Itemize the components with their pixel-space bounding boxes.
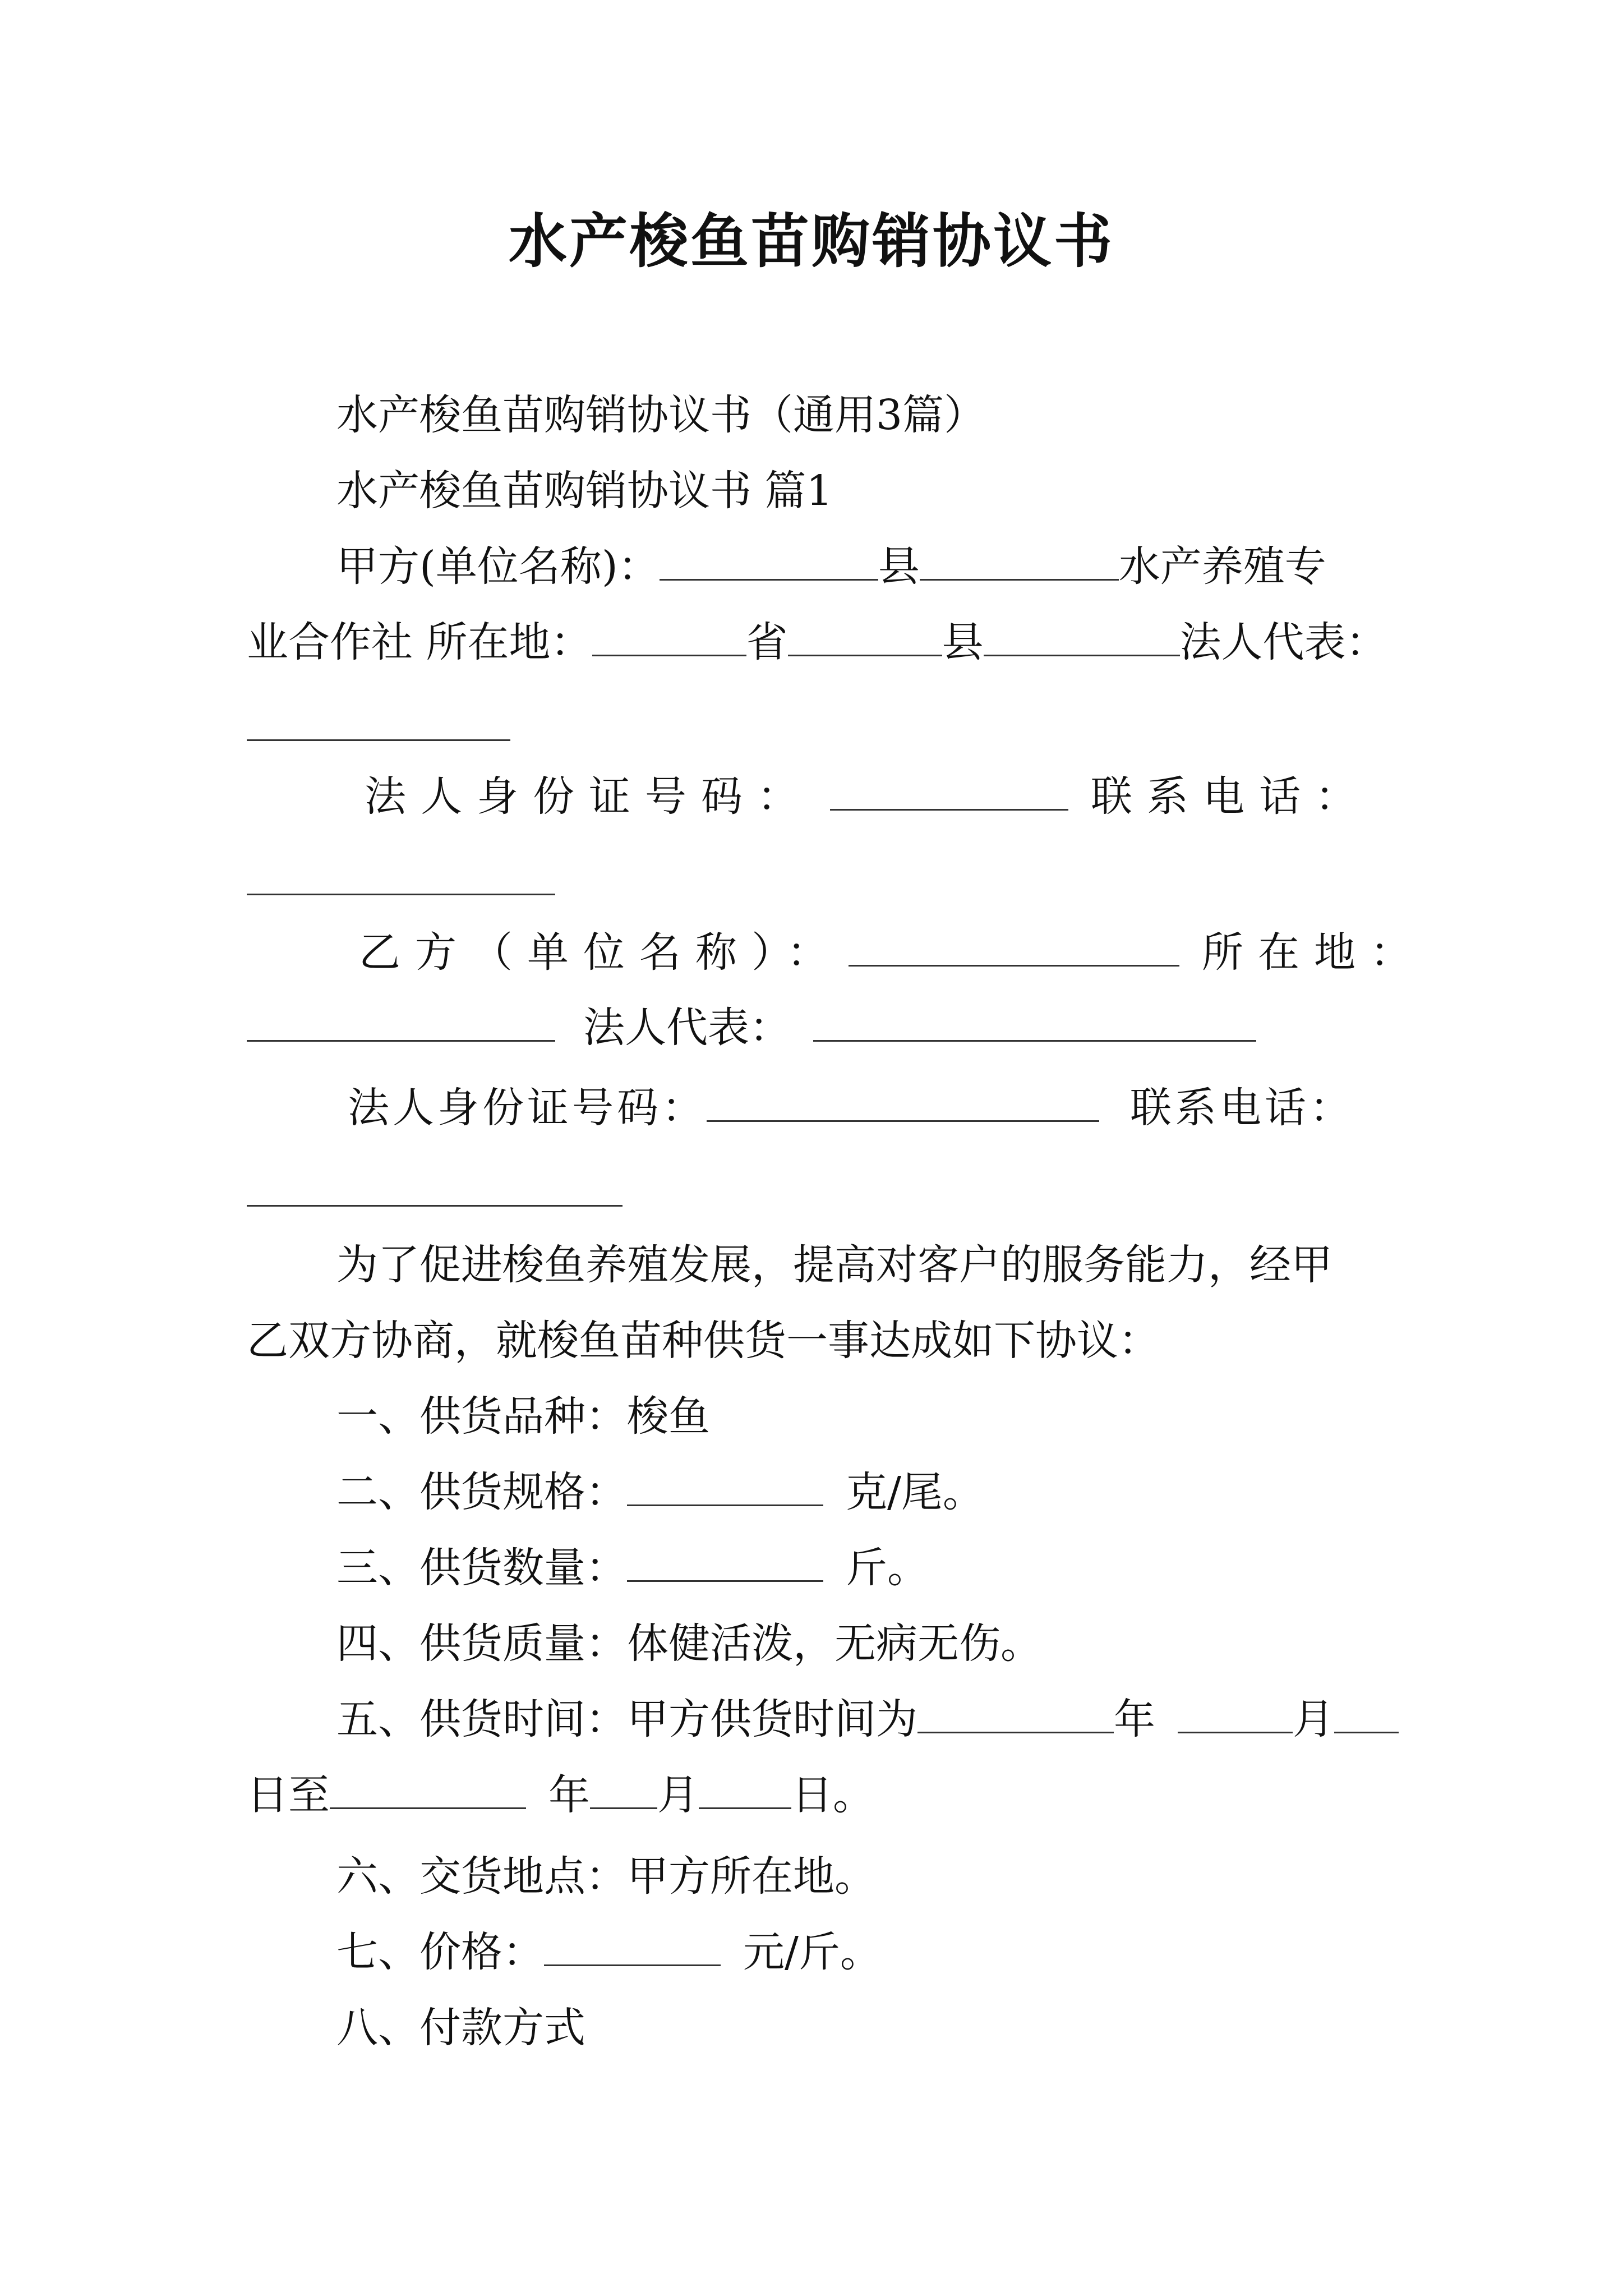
party-b-rep-blank [813,1006,1256,1042]
clause-2-label: 二、供货规格： [336,1468,627,1516]
chapter-heading: 水产梭鱼苗购销协议书 篇1 [336,467,833,515]
party-a-id-blank [830,775,1068,811]
clause-3 [336,1540,929,1596]
party-a-rep-blank [247,739,510,741]
clause-5-year2-blank [330,1774,526,1809]
party-a-name-label: 甲方(单位名称)： [336,542,660,591]
party-a-location-label: 业合作社 所在地： [247,618,592,666]
clause-5-day2-blank [699,1774,791,1809]
party-b-name-line [359,924,1426,981]
clause-5-month: 月 [1293,1695,1334,1743]
clause-7-unit: 元/斤。 [743,1928,882,1976]
party-a-county2-label: 县 [942,618,984,666]
party-b-phone-label: 联系电话： [1130,1084,1354,1132]
clause-5-line1 [336,1691,1399,1747]
clause-3-unit: 斤。 [846,1544,929,1592]
party-a-line2 [247,614,1387,670]
party-a-county-label: 县 [878,542,920,591]
party-b-name-label: 乙方（单位名称）： [359,928,843,977]
clause-5-day2: 日。 [791,1771,874,1819]
clause-5-year-blank [917,1698,1114,1733]
clause-7-label: 七、价格： [336,1928,544,1976]
party-a-phone-blank [247,894,555,895]
party-b-location-label: 所在地： [1202,928,1426,977]
clause-8: 八、付款方式 [336,2004,585,2052]
party-b-id-label: 法人身份证号码： [348,1084,707,1132]
clause-5-month2: 月 [657,1771,699,1819]
clause-7 [336,1924,882,1980]
party-a-id-line [365,769,1371,825]
party-a-phone-label: 联系电话： [1091,772,1371,821]
clause-5-month-blank [1178,1698,1293,1733]
party-a-rep-label: 法人代表： [1179,618,1387,666]
intro-line-1: 为了促进梭鱼养殖发展，提高对客户的服务能力，经甲 [336,1241,1332,1289]
clause-2-blank [627,1471,823,1506]
clause-3-label: 三、供货数量： [336,1544,627,1592]
party-a-coop-label: 水产养殖专 [1118,542,1326,591]
party-b-id-line [348,1080,1354,1136]
party-a-province-label: 省 [746,618,788,666]
clause-2 [336,1464,984,1520]
party-b-location-blank [247,1006,555,1042]
party-b-phone-blank [247,1205,623,1207]
party-a-county-blank [920,545,1119,581]
clause-1: 一、供货品种：梭鱼 [336,1392,710,1441]
clause-5-line2 [247,1767,874,1823]
subtitle: 水产梭鱼苗购销协议书（通用3篇） [336,391,986,439]
party-a-name-blank [660,545,878,581]
party-b-rep-line [247,1000,1256,1056]
clause-2-unit: 克/尾。 [846,1468,984,1516]
clause-5-month2-blank [590,1774,657,1809]
party-a-county2-blank [788,621,942,656]
document-title: 水产梭鱼苗购销协议书 [508,206,1114,275]
clause-7-blank [544,1931,721,1966]
party-a-rep-blank-pre [984,621,1180,656]
party-a-id-label: 法人身份证号码： [365,772,813,821]
party-b-rep-label: 法人代表： [583,1004,791,1052]
clause-5-year: 年 [1114,1695,1155,1743]
intro-line-2: 乙双方协商，就梭鱼苗种供货一事达成如下协议： [247,1317,1160,1365]
party-a-line1 [336,539,1326,595]
clause-5-label: 五、供货时间：甲方供货时间为 [336,1695,917,1743]
party-b-id-blank [707,1087,1099,1122]
clause-6: 六、交货地点：甲方所在地。 [336,1852,876,1901]
clause-4: 四、供货质量：体健活泼，无病无伤。 [336,1619,1042,1668]
clause-5-year2: 年 [548,1771,590,1819]
party-b-name-blank [849,931,1179,967]
party-a-province-blank [592,621,746,656]
clause-3-blank [627,1547,823,1582]
clause-5-day-blank [1334,1698,1399,1733]
clause-5-to: 日至 [247,1771,330,1819]
